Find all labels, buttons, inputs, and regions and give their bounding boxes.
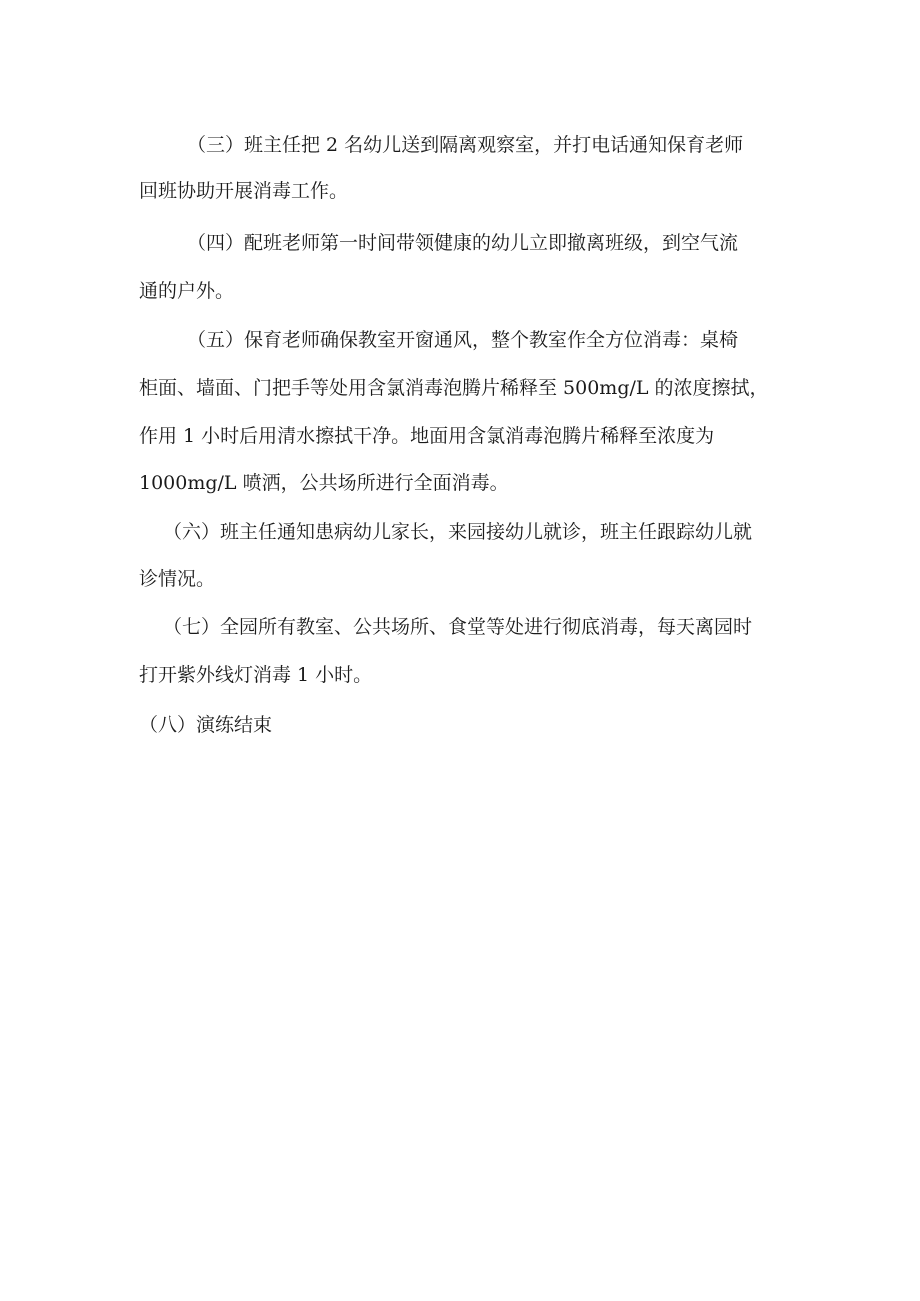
paragraph-5-line-4: 1000mg/L 喷洒，公共场所进行全面消毒。 xyxy=(139,472,509,494)
paragraph-7-line-2: 打开紫外线灯消毒 1 小时。 xyxy=(139,664,373,686)
paragraph-5-line-3: 作用 1 小时后用清水擦拭干净。地面用含氯消毒泡腾片稀释至浓度为 xyxy=(139,425,715,447)
paragraph-3-line-1: （三）班主任把 2 名幼儿送到隔离观察室，并打电话通知保育老师 xyxy=(187,134,744,156)
paragraph-8-line-1: （八）演练结束 xyxy=(139,714,273,736)
paragraph-4-line-1: （四）配班老师第一时间带领健康的幼儿立即撤离班级，到空气流 xyxy=(187,232,739,254)
paragraph-5-line-1: （五）保育老师确保教室开窗通风，整个教室作全方位消毒：桌椅 xyxy=(187,329,739,351)
paragraph-6-line-2: 诊情况。 xyxy=(139,568,216,590)
paragraph-6-line-1: （六）班主任通知患病幼儿家长，来园接幼儿就诊，班主任跟踪幼儿就 xyxy=(163,521,753,543)
paragraph-7-line-1: （七）全园所有教室、公共场所、食堂等处进行彻底消毒，每天离园时 xyxy=(163,616,753,638)
paragraph-4-line-2: 通的户外。 xyxy=(139,280,235,302)
paragraph-5-line-2: 柜面、墙面、门把手等处用含氯消毒泡腾片稀释至 500mg/L 的浓度擦拭， xyxy=(139,377,769,399)
paragraph-3-line-2: 回班协助开展消毒工作。 xyxy=(139,180,349,202)
